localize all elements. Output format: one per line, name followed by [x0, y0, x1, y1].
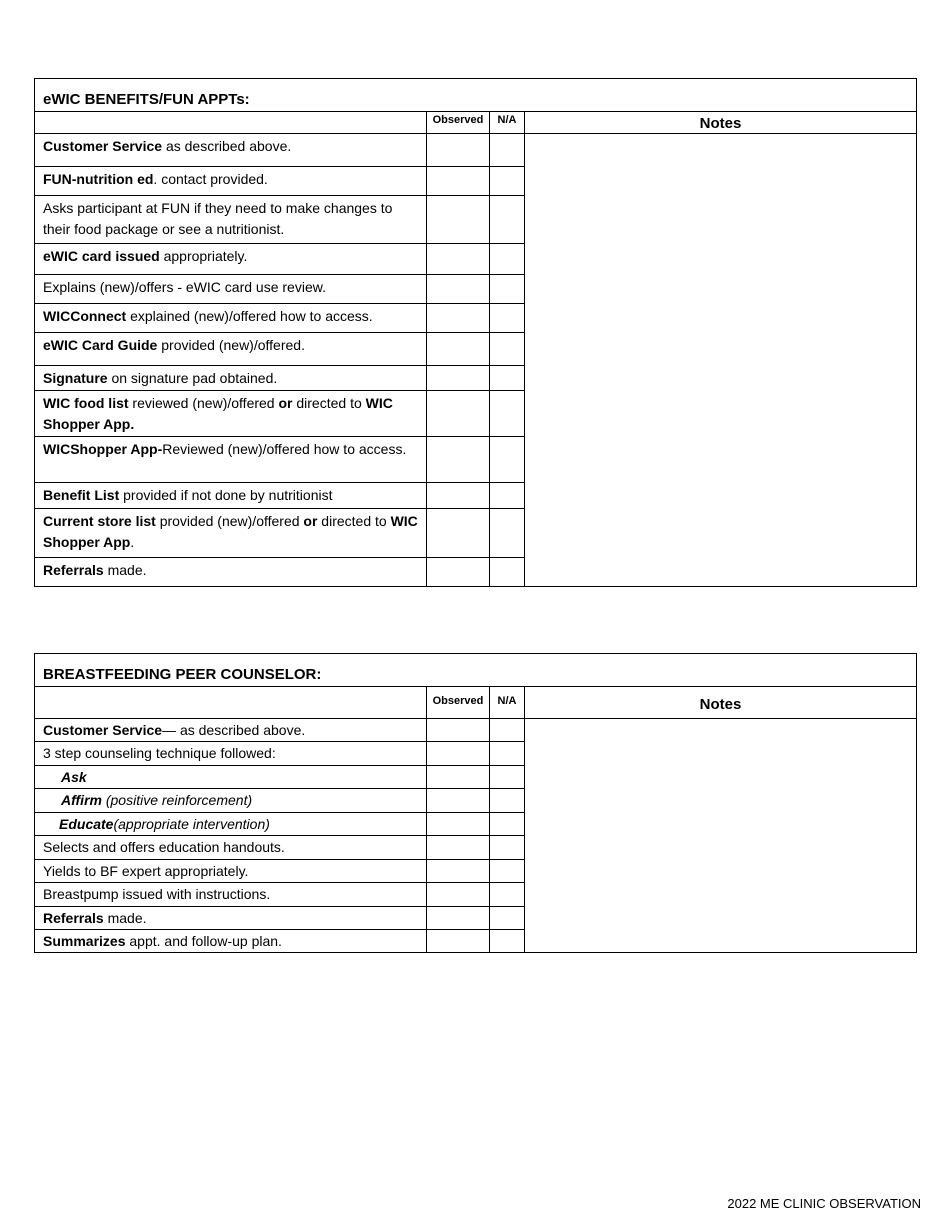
observed-checkbox-cell[interactable] [427, 742, 490, 766]
observed-checkbox-cell[interactable] [427, 483, 490, 509]
observed-checkbox-cell[interactable] [427, 134, 490, 167]
ewic-notes-header: Notes [525, 112, 917, 134]
observed-checkbox-cell[interactable] [427, 558, 490, 587]
observed-checkbox-cell[interactable] [427, 509, 490, 558]
bf-row-breastpump: Breastpump issued with instructions. [35, 883, 427, 907]
na-checkbox-cell[interactable] [490, 789, 525, 813]
bf-notes-header: Notes [525, 687, 917, 719]
bf-row-affirm: Affirm (positive reinforcement) [35, 789, 427, 813]
na-checkbox-cell[interactable] [490, 558, 525, 587]
ewic-na-header: N/A [490, 112, 525, 134]
na-checkbox-cell[interactable] [490, 244, 525, 275]
observed-checkbox-cell[interactable] [427, 719, 490, 742]
observed-checkbox-cell[interactable] [427, 836, 490, 860]
observed-checkbox-cell[interactable] [427, 789, 490, 813]
na-checkbox-cell[interactable] [490, 907, 525, 930]
na-checkbox-cell[interactable] [490, 813, 525, 836]
na-checkbox-cell[interactable] [490, 304, 525, 333]
ewic-row-wicconnect: WICConnect explained (new)/offered how to access. [35, 304, 427, 333]
table-row [35, 719, 917, 742]
observed-checkbox-cell[interactable] [427, 244, 490, 275]
bf-na-header: N/A [490, 687, 525, 719]
na-checkbox-cell[interactable] [490, 766, 525, 789]
ewic-row-food-list: WIC food list reviewed (new)/offered or directed to WIC Shopper App. [35, 391, 427, 437]
observed-checkbox-cell[interactable] [427, 766, 490, 789]
bf-row-referrals: Referrals made. [35, 907, 427, 930]
ewic-row-signature: Signature on signature pad obtained. [35, 366, 427, 391]
bf-observation-table [34, 653, 917, 953]
observed-checkbox-cell[interactable] [427, 196, 490, 244]
observed-checkbox-cell[interactable] [427, 275, 490, 304]
na-checkbox-cell[interactable] [490, 836, 525, 860]
bf-row-three-step: 3 step counseling technique followed: [35, 742, 427, 766]
observed-checkbox-cell[interactable] [427, 813, 490, 836]
na-checkbox-cell[interactable] [490, 930, 525, 953]
na-checkbox-cell[interactable] [490, 134, 525, 167]
na-checkbox-cell[interactable] [490, 883, 525, 907]
na-checkbox-cell[interactable] [490, 860, 525, 883]
observed-checkbox-cell[interactable] [427, 883, 490, 907]
na-checkbox-cell[interactable] [490, 391, 525, 437]
ewic-observed-header: Observed [427, 112, 490, 134]
observed-checkbox-cell[interactable] [427, 907, 490, 930]
na-checkbox-cell[interactable] [490, 719, 525, 742]
na-checkbox-cell[interactable] [490, 196, 525, 244]
bf-row-handouts: Selects and offers education handouts. [35, 836, 427, 860]
bf-row-ask: Ask [35, 766, 427, 789]
observed-checkbox-cell[interactable] [427, 437, 490, 483]
ewic-header-blank [35, 112, 427, 134]
ewic-row-store-list: Current store list provided (new)/offered or directed to WIC Shopper App. [35, 509, 427, 558]
observed-checkbox-cell[interactable] [427, 304, 490, 333]
na-checkbox-cell[interactable] [490, 167, 525, 196]
ewic-row-benefit-list: Benefit List provided if not done by nutritionist [35, 483, 427, 509]
ewic-row-wicshopper-app: WICShopper App-Reviewed (new)/offered how to access. [35, 437, 427, 483]
observed-checkbox-cell[interactable] [427, 366, 490, 391]
observed-checkbox-cell[interactable] [427, 333, 490, 366]
bf-row-yields: Yields to BF expert appropriately. [35, 860, 427, 883]
na-checkbox-cell[interactable] [490, 437, 525, 483]
observed-checkbox-cell[interactable] [427, 167, 490, 196]
bf-row-customer-service: Customer Service— as described above. [35, 719, 427, 742]
ewic-row-explains-card: Explains (new)/offers - eWIC card use review. [35, 275, 427, 304]
observed-checkbox-cell[interactable] [427, 930, 490, 953]
na-checkbox-cell[interactable] [490, 509, 525, 558]
observed-checkbox-cell[interactable] [427, 860, 490, 883]
ewic-row-customer-service: Customer Service as described above. [35, 134, 427, 167]
bf-row-summarizes: Summarizes appt. and follow-up plan. [35, 930, 427, 953]
bf-section-title: BREASTFEEDING PEER COUNSELOR: [35, 654, 917, 687]
ewic-row-fun-nutrition: FUN-nutrition ed. contact provided. [35, 167, 427, 196]
na-checkbox-cell[interactable] [490, 483, 525, 509]
ewic-row-asks-participant: Asks participant at FUN if they need to make changes to their food package or see a nutritionist. [35, 196, 427, 244]
table-row [35, 134, 917, 167]
na-checkbox-cell[interactable] [490, 366, 525, 391]
observed-checkbox-cell[interactable] [427, 391, 490, 437]
ewic-row-card-guide: eWIC Card Guide provided (new)/offered. [35, 333, 427, 366]
ewic-section-title: eWIC BENEFITS/FUN APPTs: [35, 79, 917, 112]
bf-row-educate: Educate(appropriate intervention) [35, 813, 427, 836]
ewic-observation-table [34, 78, 917, 587]
ewic-row-card-issued: eWIC card issued appropriately. [35, 244, 427, 275]
ewic-row-referrals: Referrals made. [35, 558, 427, 587]
bf-notes-area[interactable] [525, 719, 917, 953]
na-checkbox-cell[interactable] [490, 742, 525, 766]
ewic-notes-area[interactable] [525, 134, 917, 587]
na-checkbox-cell[interactable] [490, 275, 525, 304]
na-checkbox-cell[interactable] [490, 333, 525, 366]
page-footer: 2022 ME CLINIC OBSERVATION [727, 1196, 921, 1211]
bf-observed-header: Observed [427, 687, 490, 719]
bf-header-blank [35, 687, 427, 719]
